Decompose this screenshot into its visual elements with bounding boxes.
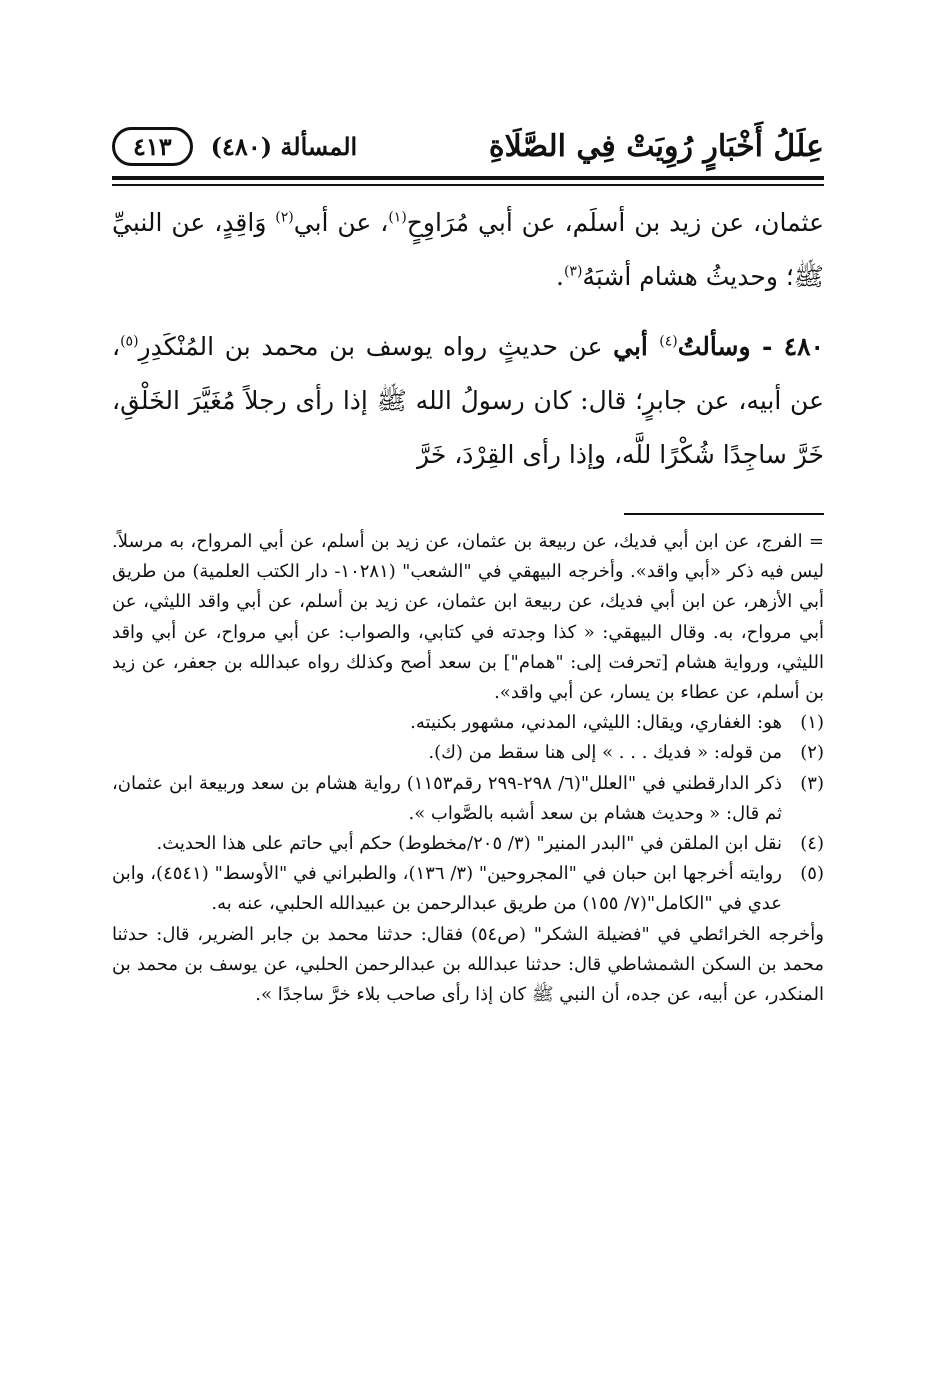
main-paragraph-1: [112, 196, 824, 304]
question-paragraph: [112, 320, 824, 482]
footnote-ref: (٢): [275, 209, 294, 226]
question-heading: ٤٨٠ - وسألتُ: [677, 332, 824, 361]
footnote-number: (٤): [800, 833, 824, 855]
header-rule-thick: [112, 176, 824, 180]
footnote-ref: (١): [388, 209, 407, 226]
footnote-3: [112, 769, 824, 829]
footnote-ref: (٥): [120, 333, 139, 350]
footnote-text: روايته أخرجها ابن حبان في "المجروحين" (٣/ ١٣٦)، والطبراني في "الأوسط" (٤٥٤١)، وابن عدي في "الكامل"(٧/ ١٥٥) من طريق عبدالرحمن بن عبيدالله الحلبي، عنه به.: [112, 863, 782, 915]
text-run: عن حديثٍ رواه يوسف بن محمد بن المُنْكَدِرِ: [138, 332, 614, 361]
page-header: [112, 118, 824, 174]
footnote-number: (٢): [800, 742, 824, 764]
issue-label: المسألة (٤٨٠): [210, 131, 358, 161]
text-run: .: [556, 262, 564, 291]
text-run: ، عن أبي: [293, 208, 389, 237]
footnote-ref: (٤): [659, 333, 678, 350]
question-heading: أبي: [613, 332, 660, 361]
footnote-ref: (٣): [563, 263, 583, 280]
footnote-number: (١): [800, 712, 824, 734]
footnote-continuation: = الفرج، عن ابن أبي فديك، عن ربيعة بن عثمان، عن زيد بن أسلم، عن أبي المرواح، به مرسلاً. ليس فيه ذكر «أبي واقد». وأخرجه البيهقي في "الشعب" (١٠٢٨١- دار الكتب العلمية) من طريق أبي الأزهر، عن ابن أبي فديك، عن ربيعة ابن عثمان، عن زيد بن أسلم، عن أبي واقد الليثي، عن أبي مرواح، به. وقال البيهقي: « كذا وجدته في كتابي، والصواب: عن أبي مرواح، عن أبي واقد الليثي، ورواية هشام [تحرفت إلى: "همام"] بن سعد أصح وكذلك رواه عبدالله بن جعفر، عن زيد بن أسلم، عن عطاء بن يسار، عن أبي واقد».: [112, 531, 824, 704]
footnotes: [112, 527, 824, 1010]
footnote-number: (٥): [800, 863, 824, 885]
footnote-divider: [624, 513, 824, 515]
header-meta: [112, 127, 357, 166]
footnote-text: ذكر الدارقطني في "العلل"(٦/ ٢٩٨-٢٩٩ رقم١١٥٣) رواية هشام بن سعد وربيعة ابن عثمان، ثم قال: « وحديث هشام بن سعد أشبه بالصَّواب ».: [112, 772, 782, 824]
footnote-number: (٣): [800, 772, 824, 794]
text-run: ، عن أبيه، عن جابرٍ؛ قال: كان رسولُ الله ﷺ إذا رأى رجلاً مُغَيَّرَ الخَلْقِ، خَرَّ ساجِدًا شُكْرًا للَّه، وإذا رأى القِرْدَ، خَرَّ: [112, 332, 824, 469]
footnote-2: [112, 738, 824, 768]
header-rule-thin: [112, 184, 824, 186]
main-text: [112, 196, 824, 482]
page-number: ٤١٣: [112, 127, 193, 166]
footnote-4: [112, 829, 824, 859]
footnote-1: [112, 708, 824, 738]
book-title: عِلَلُ أَخْبَارٍ رُوِيَتْ فِي الصَّلَاةِ: [488, 128, 824, 164]
footnote-text: من قوله: « فديك . . . » إلى هنا سقط من (ك).: [428, 742, 782, 764]
footnote-extra: وأخرجه الخرائطي في "فضيلة الشكر" (ص٥٤) فقال: حدثنا محمد بن جابر الضرير، قال: حدثنا محمد بن السكن الشمشاطي قال: حدثنا عبدالله بن عبدالرحمن الحلبي، عن يوسف بن محمد بن المنكدر، عن أبيه، عن جده، أن النبي ﷺ كان إذا رأى صاحب بلاء خرَّ ساجدًا ».: [112, 923, 825, 1006]
text-run: وَاقِدٍ، عن النبيِّ ﷺ؛ وحديثُ هشام أشبَهُ: [112, 208, 824, 291]
footnote-5: [112, 859, 824, 919]
text-run: عثمان، عن زيد بن أسلَم، عن أبي مُرَاوِحٍ: [406, 208, 825, 237]
footnote-text: نقل ابن الملقن في "البدر المنير" (٣/ ٢٠٥/مخطوط) حكم أبي حاتم على هذا الحديث.: [156, 833, 782, 855]
footnote-text: هو: الغفاري، ويقال: الليثي، المدني، مشهور بكنيته.: [410, 712, 782, 734]
